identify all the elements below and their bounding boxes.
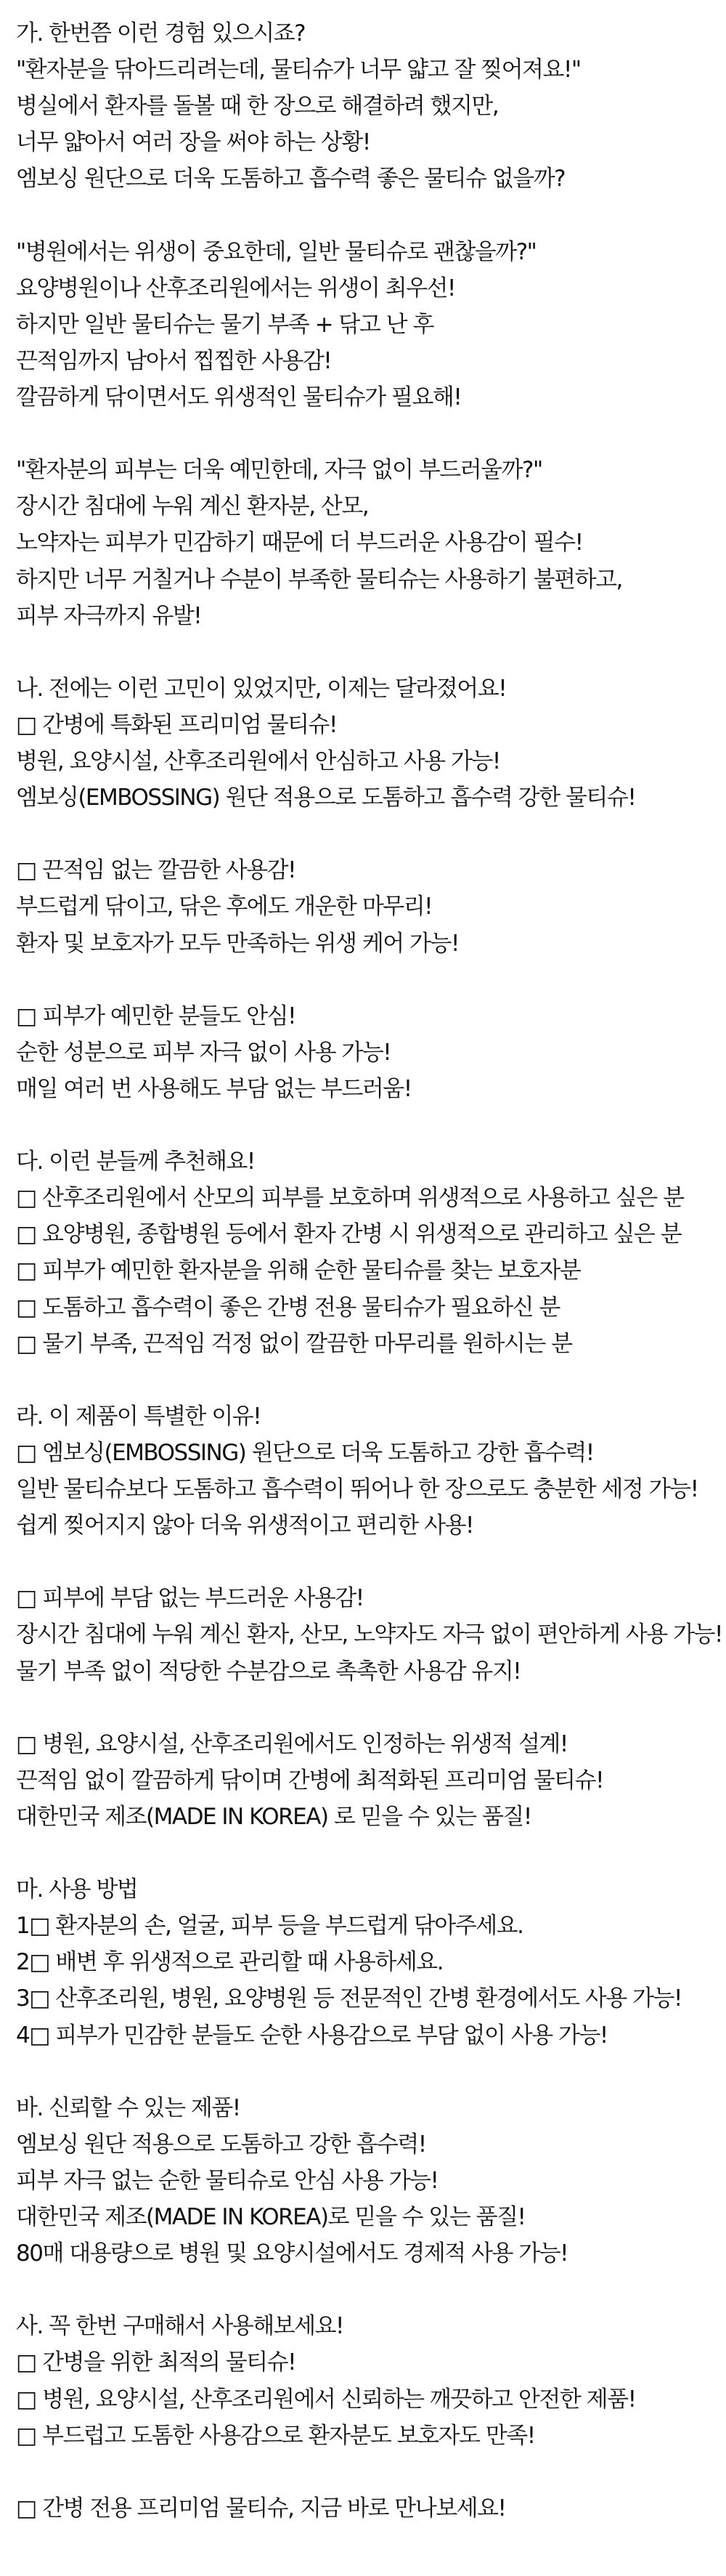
text-line: 병원, 요양시설, 산후조리원에서 안심하고 사용 가능!: [16, 748, 500, 774]
text-line: 병실에서 환자를 돌볼 때 한 장으로 해결하려 했지만,: [16, 93, 499, 120]
text-line: 라. 이 제품이 특별한 이유!: [16, 1403, 261, 1430]
text-line: □ 간병에 특화된 프리미엄 물티슈!: [16, 711, 337, 738]
text-line: 1□ 환자분의 손, 얼굴, 피부 등을 부드럽게 닦아주세요.: [16, 1913, 523, 1940]
text-line: 순한 성분으로 피부 자극 없이 사용 가능!: [16, 1039, 391, 1066]
text-line: 엠보싱(EMBOSSING) 원단 적용으로 도톰하고 흡수력 강한 물티슈!: [16, 785, 636, 811]
text-line: 가. 한번쯤 이런 경험 있으시죠?: [16, 20, 306, 46]
text-line: 80매 대용량으로 병원 및 요양시설에서도 경제적 사용 가능!: [16, 2240, 568, 2267]
text-line: □ 간병을 위한 최적의 물티슈!: [16, 2349, 296, 2376]
text-line: □ 병원, 요양시설, 산후조리원에서 신뢰하는 깨끗하고 안전한 제품!: [16, 2386, 636, 2413]
text-line: □ 끈적임 없는 깔끔한 사용감!: [16, 857, 296, 884]
text-line: □ 간병 전용 프리미엄 물티슈, 지금 바로 만나보세요!: [16, 2495, 506, 2522]
text-line: □ 피부가 예민한 환자분을 위해 순한 물티슈를 찾는 보호자분: [16, 1257, 581, 1284]
text-line: "병원에서는 위생이 중요한데, 일반 물티슈로 괜찮을까?": [16, 238, 537, 265]
text-line: □ 물기 부족, 끈적임 걱정 없이 깔끔한 마무리를 원하시는 분: [16, 1330, 572, 1357]
text-line: 쉽게 찢어지지 않아 더욱 위생적이고 편리한 사용!: [16, 1512, 473, 1539]
text-line: 장시간 침대에 누워 계신 환자분, 산모,: [16, 493, 369, 520]
text-line: "환자분을 닦아드리려는데, 물티슈가 너무 얇고 잘 찢어져요!": [16, 57, 581, 84]
text-line: 대한민국 제조(MADE IN KOREA)로 믿을 수 있는 품질!: [16, 2204, 526, 2230]
text-line: □ 부드럽고 도톰한 사용감으로 환자분도 보호자도 만족!: [16, 2422, 535, 2449]
text-line: 엠보싱 원단 적용으로 도톰하고 강한 흡수력!: [16, 2131, 426, 2158]
text-line: 피부 자극까지 유발!: [16, 602, 202, 629]
text-line: 2□ 배변 후 위생적으로 관리할 때 사용하세요.: [16, 1949, 444, 1976]
text-line: "환자분의 피부는 더욱 예민한데, 자극 없이 부드러울까?": [16, 457, 542, 484]
text-line: 노약자는 피부가 민감하기 때문에 더 부드러운 사용감이 필수!: [16, 530, 583, 556]
text-line: 하지만 일반 물티슈는 물기 부족 + 닦고 난 후: [16, 311, 433, 338]
text-line: 나. 전에는 이런 고민이 있었지만, 이제는 달라졌어요!: [16, 675, 507, 702]
text-line: □ 엠보싱(EMBOSSING) 원단으로 더욱 도톰하고 강한 흡수력!: [16, 1439, 594, 1466]
text-line: □ 병원, 요양시설, 산후조리원에서도 인정하는 위생적 설계!: [16, 1730, 568, 1757]
text-line: 끈적임 없이 깔끔하게 닦이며 간병에 최적화된 프리미엄 물티슈!: [16, 1767, 603, 1794]
text-line: 다. 이런 분들께 추천해요!: [16, 1149, 255, 1175]
text-line: 물기 부족 없이 적당한 수분감으로 촉촉한 사용감 유지!: [16, 1658, 521, 1685]
text-line: 4□ 피부가 민감한 분들도 순한 사용감으로 부담 없이 사용 가능!: [16, 2022, 608, 2049]
text-line: 마. 사용 방법: [16, 1876, 138, 1903]
text-line: 장시간 침대에 누워 계신 환자, 산모, 노약자도 자극 없이 편안하게 사용 가능!: [16, 1621, 722, 1648]
text-line: □ 요양병원, 종합병원 등에서 환자 간병 시 위생적으로 관리하고 싶은 분: [16, 1221, 682, 1248]
text-line: 바. 신뢰할 수 있는 제품!: [16, 2094, 240, 2121]
text-line: 환자 및 보호자가 모두 만족하는 위생 케어 가능!: [16, 930, 459, 957]
text-line: □ 피부에 부담 없는 부드러운 사용감!: [16, 1585, 364, 1612]
text-line: 엠보싱 원단으로 더욱 도톰하고 흡수력 좋은 물티슈 없을까?: [16, 166, 566, 193]
text-line: 대한민국 제조(MADE IN KOREA) 로 믿을 수 있는 품질!: [16, 1803, 531, 1830]
text-line: 너무 얇아서 여러 장을 써야 하는 상황!: [16, 129, 370, 156]
text-line: 하지만 너무 거칠거나 수분이 부족한 물티슈는 사용하기 불편하고,: [16, 566, 622, 593]
text-line: 요양병원이나 산후조리원에서는 위생이 최우선!: [16, 275, 455, 301]
text-line: □ 도톰하고 흡수력이 좋은 간병 전용 물티슈가 필요하신 분: [16, 1294, 560, 1321]
text-line: □ 산후조리원에서 산모의 피부를 보호하며 위생적으로 사용하고 싶은 분: [16, 1185, 684, 1212]
text-line: 끈적임까지 남아서 찝찝한 사용감!: [16, 347, 332, 374]
text-line: 피부 자극 없는 순한 물티슈로 안심 사용 가능!: [16, 2167, 439, 2194]
text-line: 일반 물티슈보다 도톰하고 흡수력이 뛰어나 한 장으로도 충분한 세정 가능!: [16, 1476, 698, 1502]
text-line: 매일 여러 번 사용해도 부담 없는 부드러움!: [16, 1075, 412, 1102]
text-line: 부드럽게 닦이고, 닦은 후에도 개운한 마무리!: [16, 894, 433, 920]
text-line: 3□ 산후조리원, 병원, 요양병원 등 전문적인 간병 환경에서도 사용 가능!: [16, 1985, 682, 2012]
text-line: 사. 꼭 한번 구매해서 사용해보세요!: [16, 2313, 343, 2340]
text-line: □ 피부가 예민한 분들도 안심!: [16, 1003, 296, 1029]
text-line: 깔끔하게 닦이면서도 위생적인 물티슈가 필요해!: [16, 384, 462, 410]
